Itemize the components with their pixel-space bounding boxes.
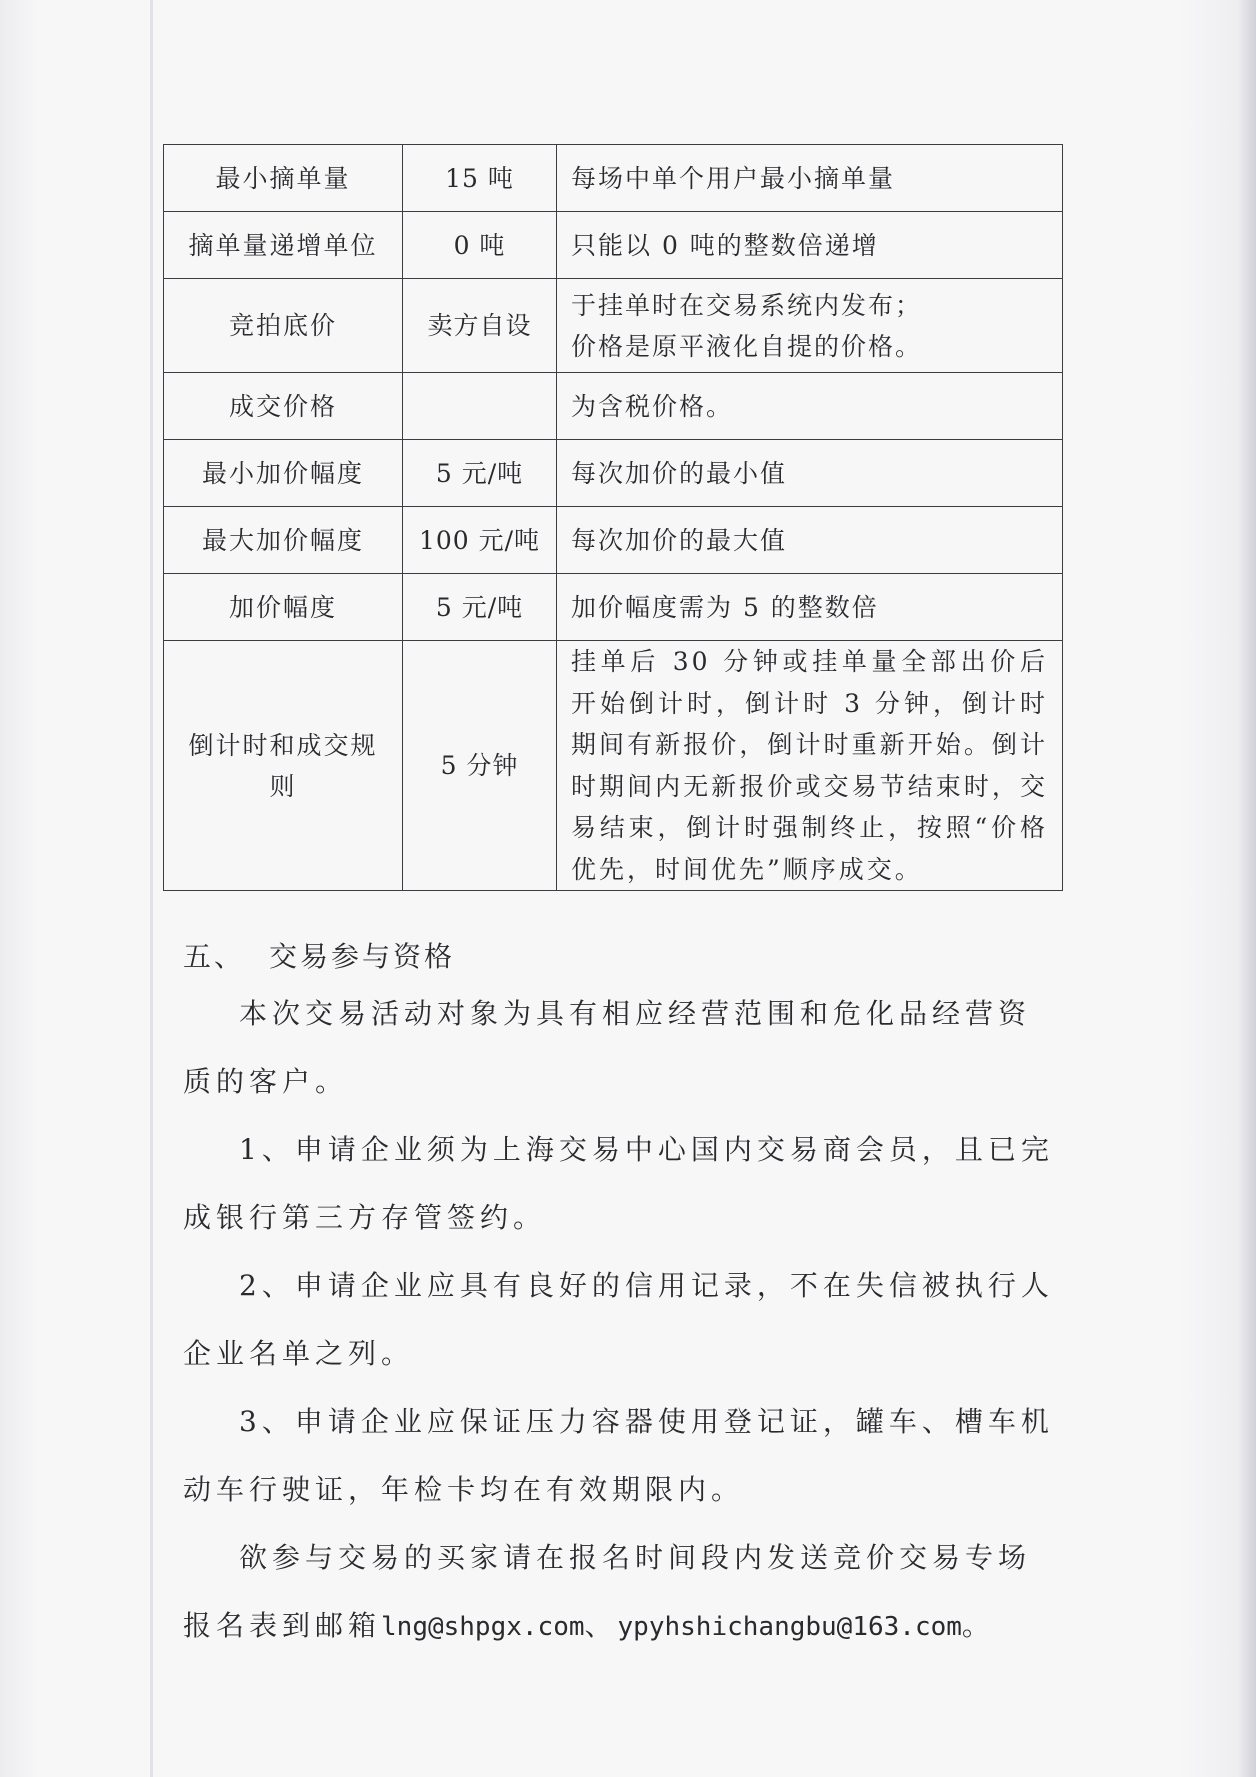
closing-punctuation: 。 — [961, 1609, 995, 1642]
requirement-paragraph: 1、申请企业须为上海交易中心国内交易商会员，且已完成银行第三方存管签约。 — [183, 1133, 1054, 1234]
section-title: 交易参与资格 — [269, 940, 456, 973]
rule-value: 0 吨 — [403, 212, 557, 279]
rule-description: 每次加价的最大值 — [557, 507, 1063, 574]
rule-item: 摘单量递增单位 — [164, 212, 403, 279]
binding-shadow — [150, 0, 153, 1777]
table-row — [164, 574, 1063, 641]
table-row — [164, 145, 1063, 212]
closing-text: 欲参与交易的买家请在报名时间段内发送竞价交易专场报名表到邮箱 — [183, 1541, 1032, 1642]
email-address-1: lng@shpgx.com — [381, 1612, 585, 1642]
table-row — [164, 507, 1063, 574]
table-row — [164, 440, 1063, 507]
page-edge-shadow — [1238, 0, 1256, 1777]
closing-paragraph — [183, 1524, 1063, 1661]
intro-paragraph: 本次交易活动对象为具有相应经营范围和危化品经营资质的客户。 — [183, 997, 1032, 1098]
rule-value: 100 元/吨 — [403, 507, 557, 574]
rule-item: 最小加价幅度 — [164, 440, 403, 507]
rule-item: 竞拍底价 — [164, 279, 403, 373]
table-row — [164, 212, 1063, 279]
table-row — [164, 641, 1063, 891]
rule-description: 每次加价的最小值 — [557, 440, 1063, 507]
rule-description: 每场中单个用户最小摘单量 — [557, 145, 1063, 212]
rule-value — [403, 373, 557, 440]
rule-value: 5 元/吨 — [403, 440, 557, 507]
rule-item: 最大加价幅度 — [164, 507, 403, 574]
rule-description: 为含税价格。 — [557, 373, 1063, 440]
rule-value: 5 元/吨 — [403, 574, 557, 641]
table-row — [164, 279, 1063, 373]
section-heading — [183, 935, 1063, 975]
email-separator: 、 — [584, 1609, 618, 1642]
rule-item: 成交价格 — [164, 373, 403, 440]
requirement-paragraph: 3、申请企业应保证压力容器使用登记证，罐车、槽车机动车行驶证，年检卡均在有效期限内。 — [183, 1405, 1054, 1506]
rule-description: 只能以 0 吨的整数倍递增 — [557, 212, 1063, 279]
rule-description — [557, 279, 1063, 373]
rule-item: 最小摘单量 — [164, 145, 403, 212]
rule-item: 倒计时和成交规则 — [164, 641, 403, 891]
table-row — [164, 373, 1063, 440]
rule-description: 挂单后 30 分钟或挂单量全部出价后开始倒计时，倒计时 3 分钟，倒计时期间有新报价，倒计时重新开始。倒计时期间内无新报价或交易节结束时，交易结束，倒计时强制终止，按照“价格优先，时间优先”顺序成交。 — [557, 641, 1063, 891]
trading-rules-table — [163, 144, 1063, 891]
rule-value: 5 分钟 — [403, 641, 557, 891]
rule-description: 加价幅度需为 5 的整数倍 — [557, 574, 1063, 641]
rule-description-line: 于挂单时在交易系统内发布； — [571, 290, 923, 320]
section-number: 五、 — [183, 940, 246, 973]
section-body — [183, 980, 1063, 1661]
rule-value: 卖方自设 — [403, 279, 557, 373]
rule-description-line: 价格是原平液化自提的价格。 — [571, 331, 923, 361]
rule-item: 加价幅度 — [164, 574, 403, 641]
requirement-paragraph: 2、申请企业应具有良好的信用记录，不在失信被执行人企业名单之列。 — [183, 1269, 1054, 1370]
email-address-2: ypyhshichangbu@163.com — [617, 1612, 962, 1642]
rule-value: 15 吨 — [403, 145, 557, 212]
